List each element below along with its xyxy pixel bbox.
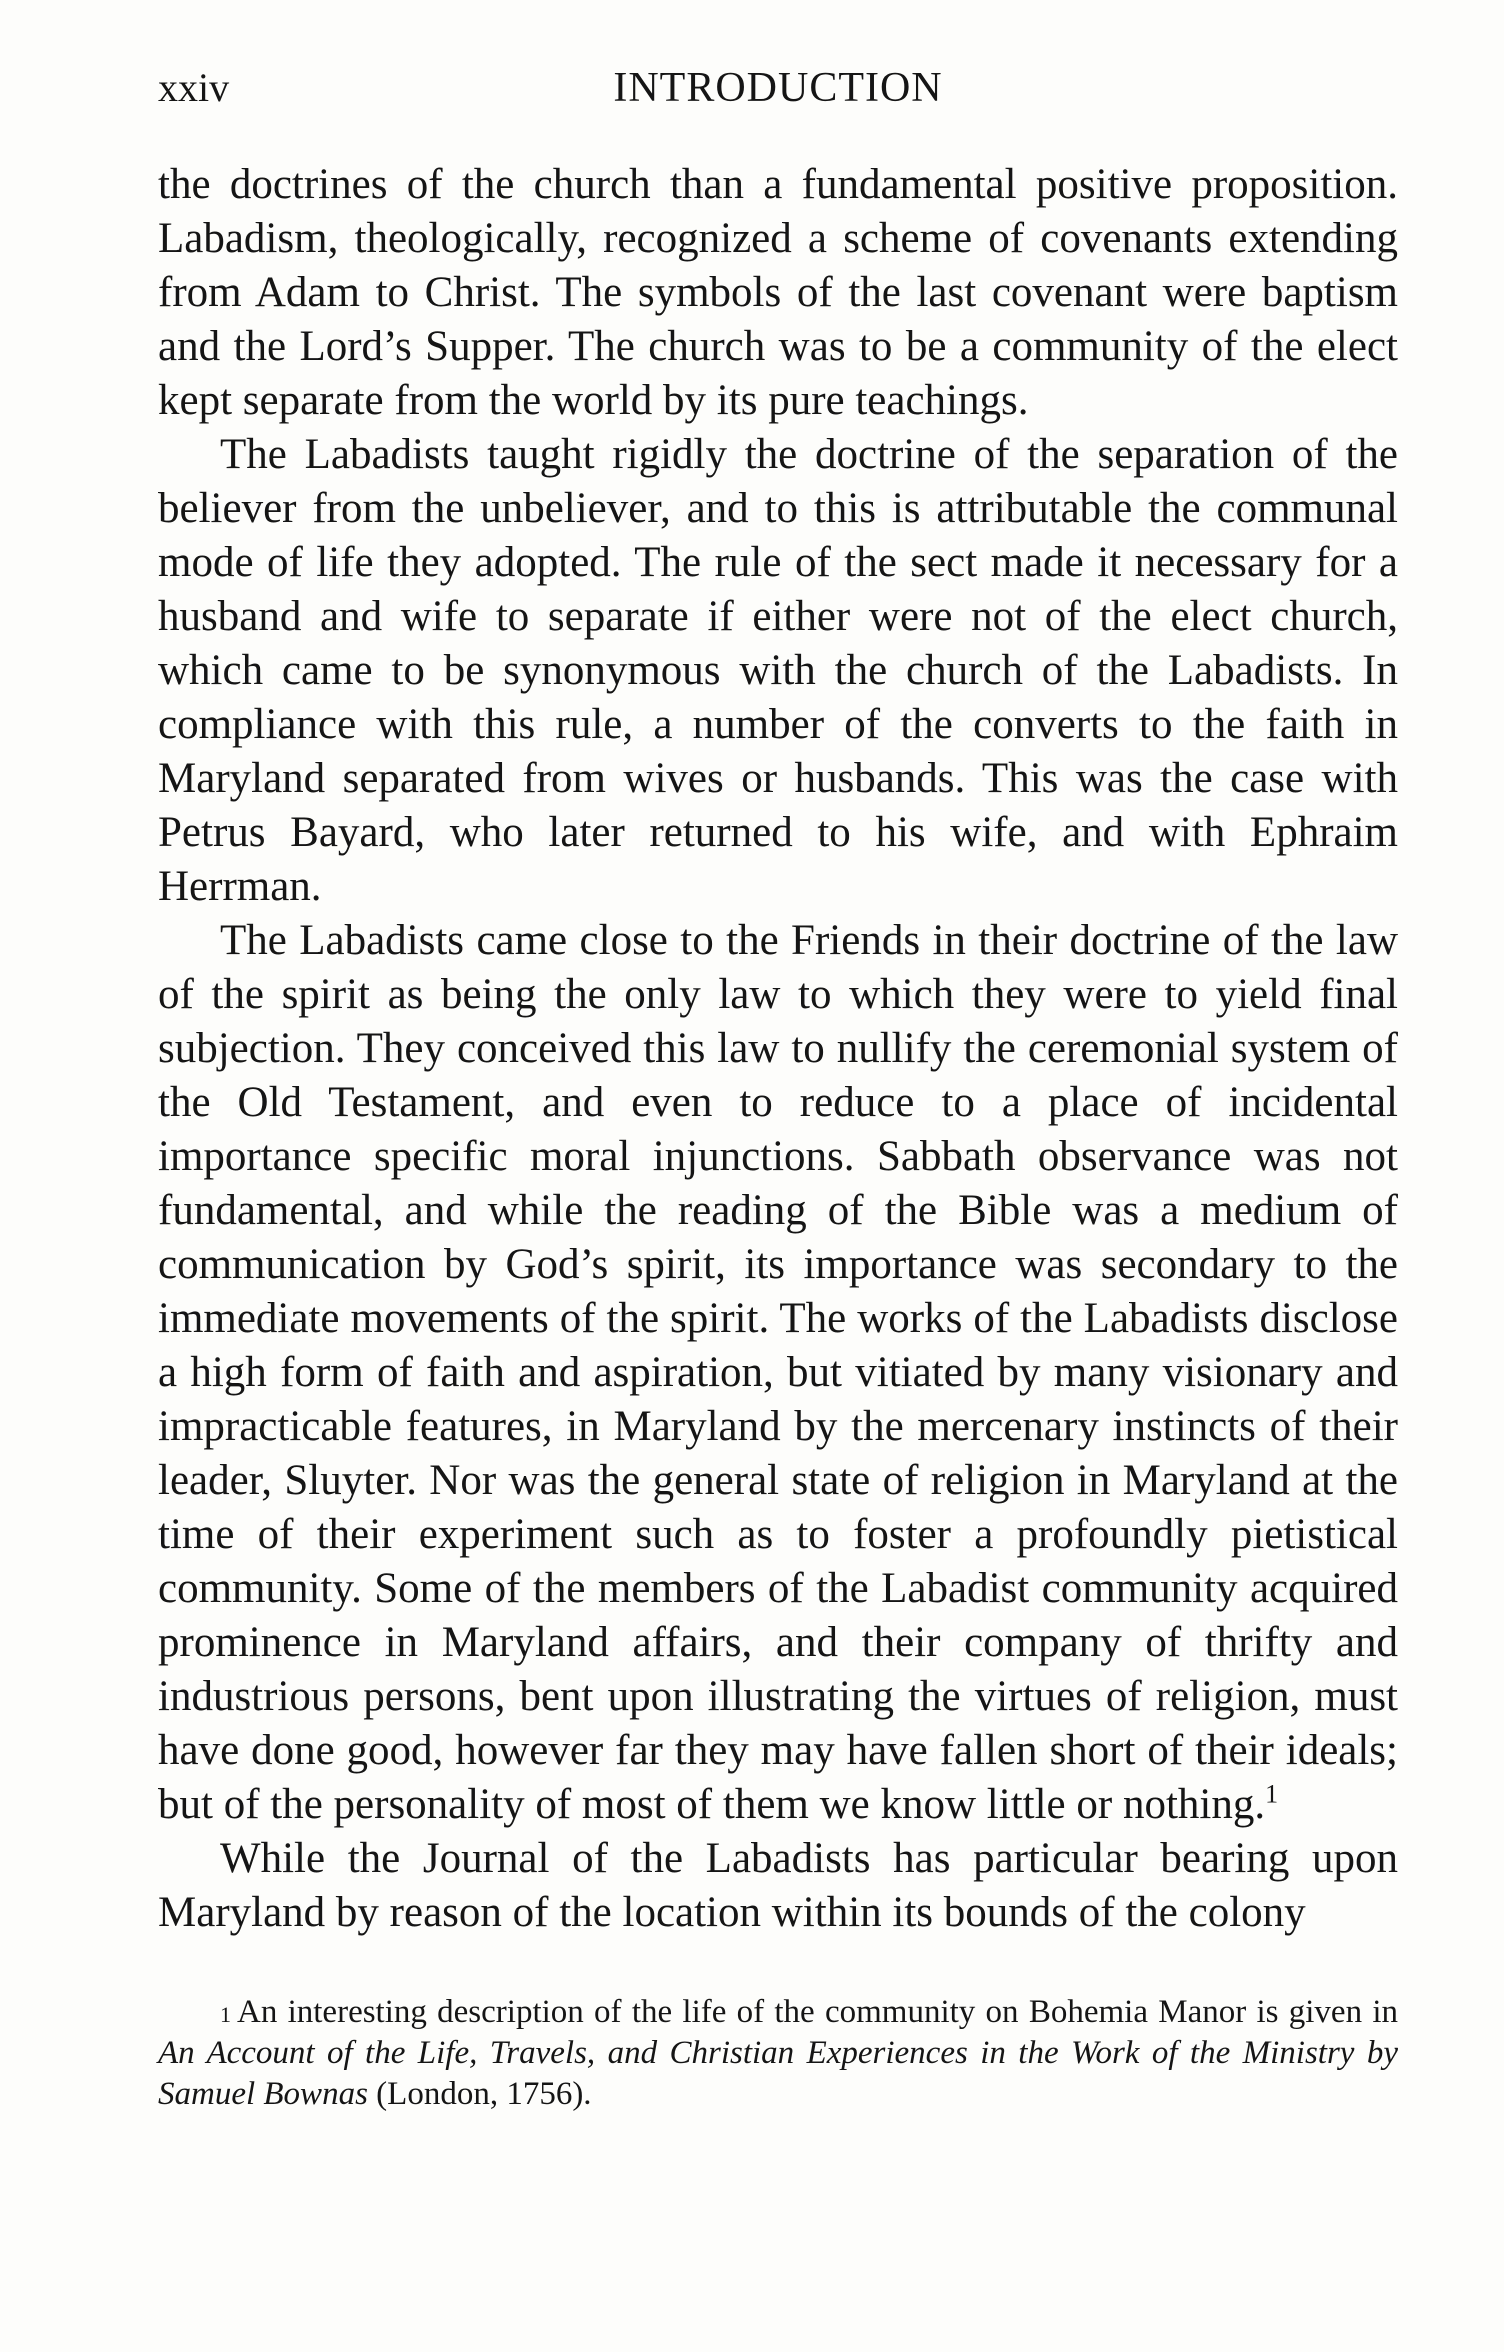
footnote-text-before: An interesting description of the life of the community on Bohemia Manor is given in bbox=[237, 1994, 1398, 2030]
footnotes bbox=[158, 1992, 1398, 2115]
chapter-title: INTRODUCTION bbox=[613, 65, 943, 111]
paragraph-separation: The Labadists taught rigidly the doctrine of the separation of the believer from the unbeliever, and to this is attributable the communal mode of life they adopted. The rule of the sect made it necessary for a husband and wife to separate if either were not of the elect church, which came to be synonymous with the church of the Labadists. In compliance with this rule, a number of the converts to the faith in Maryland separated from wives or husbands. This was the case with Petrus Bayard, who later returned to his wife, and with Ephraim Herrman. bbox=[158, 431, 1398, 910]
paragraph-law-of-spirit bbox=[158, 914, 1398, 1832]
footnote-text-after: (London, 1756). bbox=[367, 2076, 592, 2112]
page-number: xxiv bbox=[158, 65, 230, 110]
paragraph-journal: While the Journal of the Labadists has particular bearing upon Maryland by reason of the location within its bounds of the colony bbox=[158, 1835, 1398, 1936]
footnote-marker: 1 bbox=[220, 2002, 231, 2027]
footnote-reference: 1 bbox=[1265, 1779, 1279, 1809]
paragraph-law-of-spirit-text: The Labadists came close to the Friends in their doctrine of the law of the spirit as being the only law to which they were to yield final subjection. They conceived this law to nullify the ceremonial system of the Old Testament, and even to reduce to a place of incidental importance specific moral injunctions. Sabbath observance was not fundamental, and while the reading of the Bible was a medium of communication by God’s spirit, its importance was secondary to the immediate movements of the spirit. The works of the Labadists disclose a high form of faith and aspiration, but vitiated by many visionary and impracticable features, in Maryland by the mercenary instincts of their leader, Sluyter. Nor was the general state of religion in Maryland at the time of their experiment such as to foster a profoundly pietistical community. Some of the members of the Labadist community acquired prominence in Maryland affairs, and their company of thrifty and industrious persons, bent upon illustrating the virtues of religion, must have done good, however far they may have fallen short of their ideals; but of the personality of most of them we know little or nothing. bbox=[158, 917, 1398, 1828]
paragraph-continued: the doctrines of the church than a fundamental positive proposition. Labadism, theologically, recognized a scheme of covenants extending from Adam to Christ. The symbols of the last covenant were baptism and the Lord’s Supper. The church was to be a community of the elect kept separate from the world by its pure teachings. bbox=[158, 161, 1398, 424]
body-text bbox=[158, 158, 1398, 1940]
footnote-1 bbox=[158, 1992, 1398, 2115]
running-head bbox=[158, 62, 1398, 122]
footnote-book-title: An Account of the Life, Travels, and Christian Experiences in the Work of the Ministry by Samuel Bownas bbox=[158, 2035, 1398, 2112]
